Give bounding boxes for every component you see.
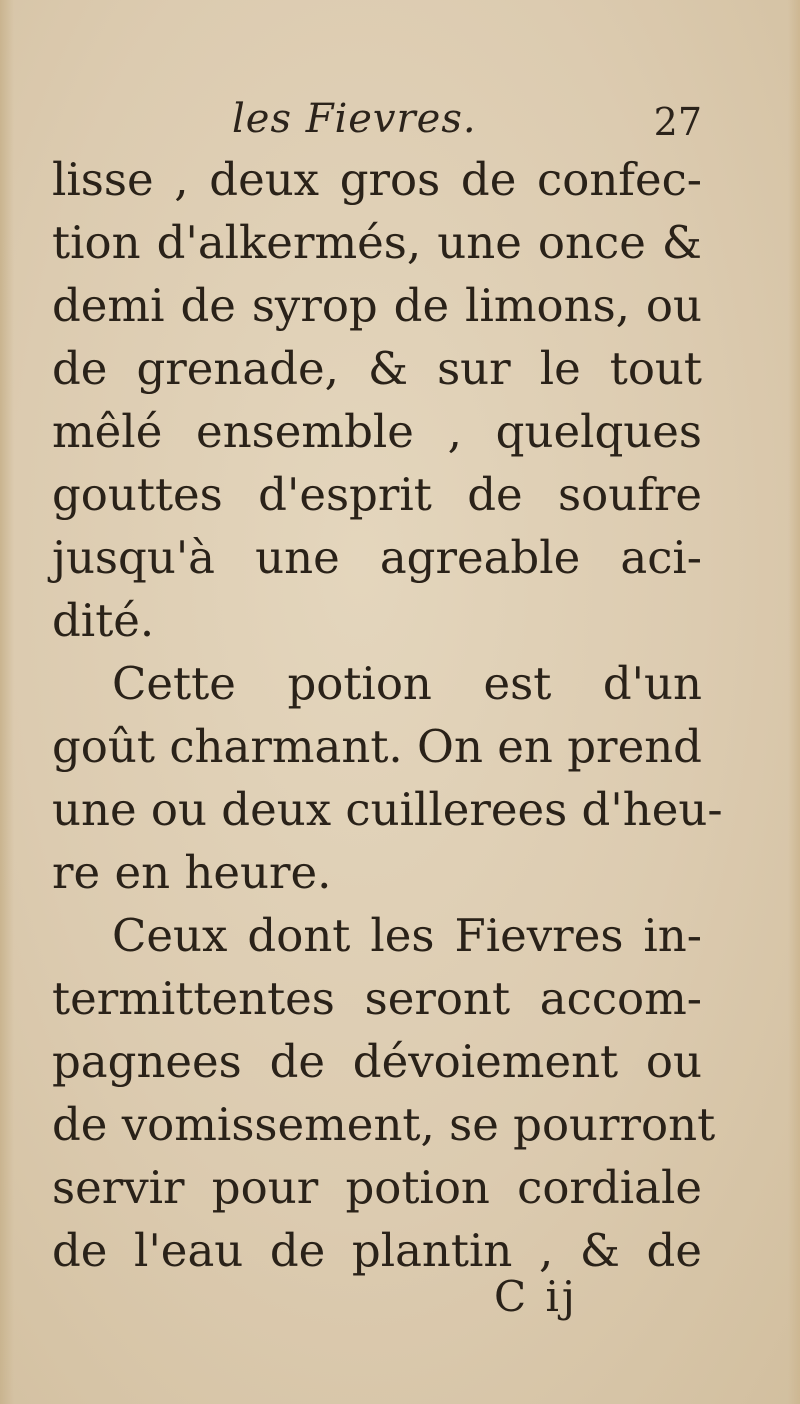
page-body xyxy=(52,148,723,1282)
text-line: mêlé ensemble , quelques xyxy=(52,405,702,458)
text-line: gouttes d'esprit de soufre xyxy=(52,468,702,521)
text-line: de vomissement, se pourront xyxy=(52,1098,716,1151)
text-line: de l'eau de plantin , & de xyxy=(52,1224,702,1277)
page-number: 27 xyxy=(653,100,702,144)
text-line: une ou deux cuillerees d'heu- xyxy=(52,783,723,836)
text-line: goût charmant. On en prend xyxy=(52,720,702,773)
text-line: pagnees de dévoiement ou xyxy=(52,1035,702,1088)
signature-mark: C ij xyxy=(494,1272,578,1321)
text-line: de grenade, & sur le tout xyxy=(52,342,702,395)
page-header xyxy=(52,96,702,156)
text-line: termittentes seront accom- xyxy=(52,972,702,1025)
text-line: lisse , deux gros de confec- xyxy=(52,153,702,206)
text-line: servir pour potion cordiale xyxy=(52,1161,702,1214)
text-line: dité. xyxy=(52,594,155,647)
text-line: tion d'alkermés, une once & xyxy=(52,216,702,269)
running-title: les Fievres. xyxy=(232,96,477,142)
text-line: Cette potion est d'un xyxy=(112,657,702,710)
text-line: Ceux dont les Fievres in- xyxy=(112,909,702,962)
text-line: re en heure. xyxy=(52,846,332,899)
text-line: jusqu'à une agreable aci- xyxy=(52,531,702,584)
text-line: demi de syrop de limons, ou xyxy=(52,279,702,332)
